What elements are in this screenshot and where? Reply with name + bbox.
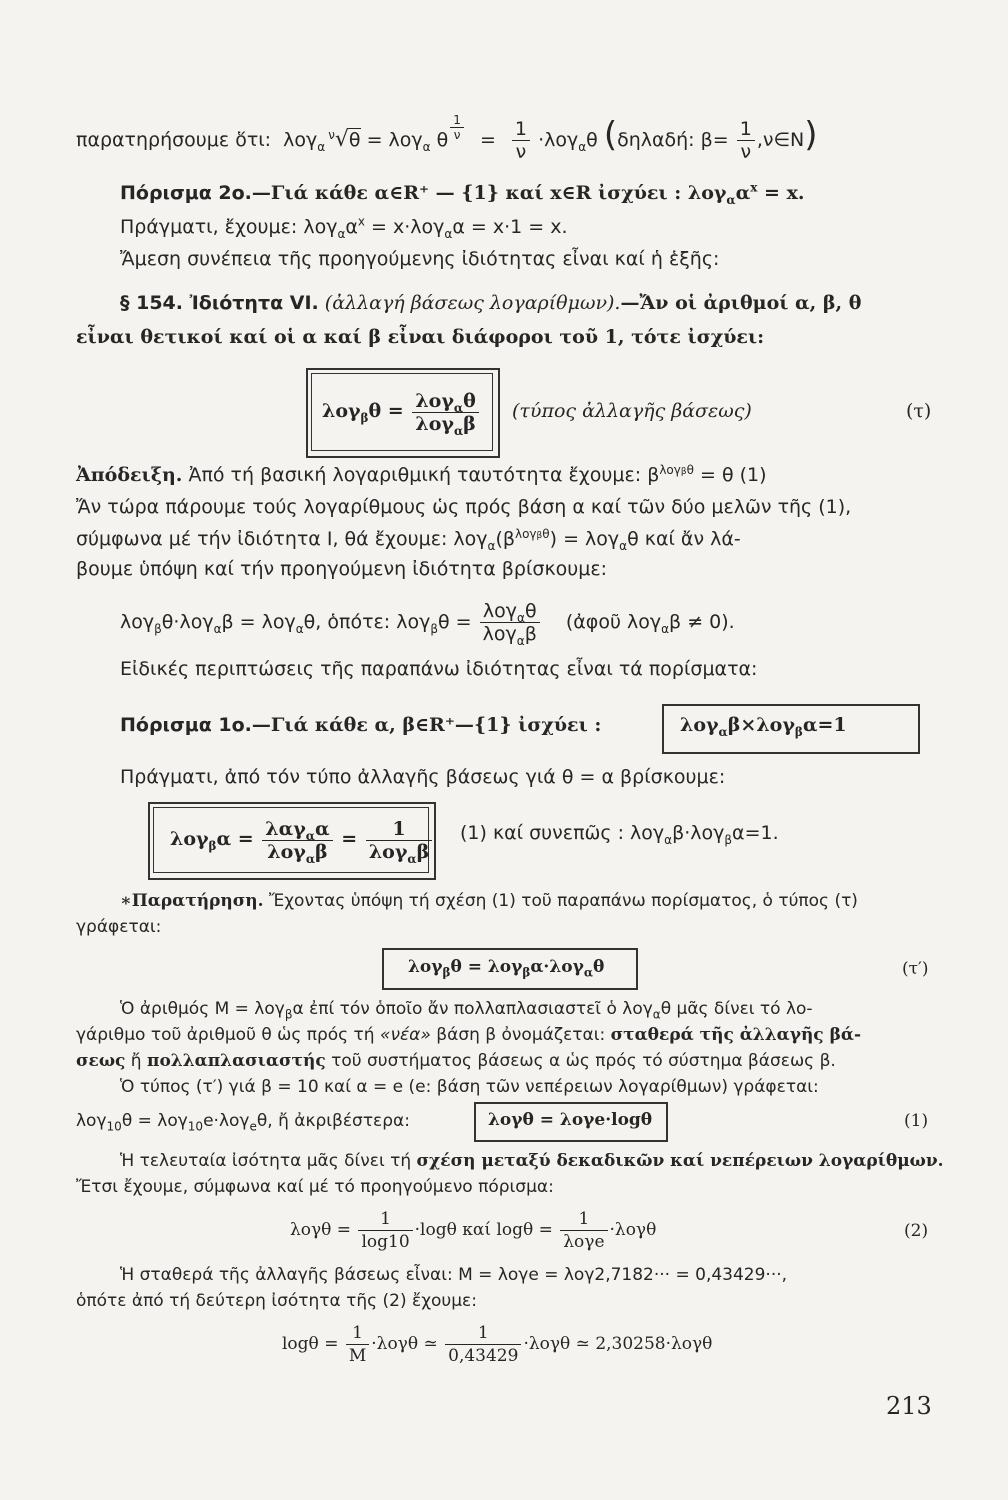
section-154-heading: § 154. Ἰδιότητα VI. (ἀλλαγή βάσεως λογαρίθμων).—Ἄν οἱ ἀριθμοί α, β, θ (120, 292, 862, 314)
section-154-line-2: εἶναι θετικοί καί οἱ α καί β εἶναι διάφοροι τοῦ 1, τότε ἰσχύει: (76, 326, 765, 348)
page-number: 213 (886, 1392, 932, 1420)
constant-line-1: Ἡ σταθερά τῆς ἀλλαγῆς βάσεως εἶναι: Μ = λογe = λογ2,7182··· = 0,43429···, (120, 1265, 788, 1285)
formula-tag-t: (τ) (906, 400, 932, 422)
section-154-title: (ἀλλαγή βάσεως λογαρίθμων). (324, 292, 621, 314)
formula-t-prime: λογ$_\beta$θ = λογ$_\beta$α·λογ$_\alpha$θ (408, 957, 605, 980)
formula-t-prime-special: Ὁ τύπος (τ′) γιά β = 10 καί α = e (e: βάση τῶν νεπέρειων λογαρίθμων) γράφεται: (120, 1077, 819, 1097)
corollary-1-consequence: (1) καί συνεπῶς : λογ$_\alpha$β·λογ$_\beta$α=1. (460, 822, 779, 847)
intro-line: παρατηρήσουμε ὅτι: λογ$_\alpha^\nu$√θ = λογ$_\alpha$ θ $\frac{1}{\nu}$ = $\frac{1}{\nu}$ ·λογ$_\alpha$θ (δηλαδή: β= $\frac{1}{\nu}$ ,ν∈N) (76, 112, 818, 163)
log-relation-formula: λογθ = λογe·logθ (488, 1110, 653, 1130)
formula-2: λογθ = $\frac{1}{\log 10}$ ·logθ καί logθ = $\frac{1}{\text{λογe}}$ ·λογθ (290, 1209, 657, 1252)
corollary-1: Πόρισμα 1ο.—Γιά κάθε α, β∈R⁺—{1} ἰσχύει : (120, 714, 602, 736)
multiplier-line-2: γάριθμο τοῦ ἀριθμοῦ θ ὡς πρός τή «νέα» βάση β ὀνομάζεται: σταθερά τῆς ἀλλαγῆς βά- (76, 1025, 861, 1045)
log10-line: λογ$_{10}$θ = λογ$_{10}$e·λογ$_e$θ, ἤ ἀκριβέστερα: (76, 1111, 410, 1134)
change-of-base-caption: (τύπος ἀλλαγῆς βάσεως) (512, 400, 752, 422)
namely-text: δηλαδή: β= (617, 129, 729, 151)
log-root-expr: λογ$_\alpha^\nu$√θ (283, 127, 361, 154)
remark-line-1: ∗Παρατήρηση. Ἔχοντας ὑπόψη τή σχέση (1) τοῦ παραπάνω πορίσματος, ὁ τύπος (τ) (120, 891, 858, 911)
result-line: λογ$_\beta$θ·λογ$_\alpha$β = λογ$_\alpha$θ, ὁπότε: λογ$_\beta$θ = $\frac{\lambda o\gamma_\alpha\theta}{\lambda o\gamma_\alpha\beta}$ (ἀφοῦ λογ$_\alpha$β ≠ 0). (120, 600, 735, 648)
intro-text: παρατηρήσουμε ὅτι: (76, 129, 272, 151)
proof-line-4: βουμε ὑπόψη καί τήν προηγούμενη ἰδιότητα βρίσκουμε: (76, 558, 608, 580)
corollary-1-derivation: λογ$_\beta$α = $\frac{\lambda\alpha\gamma_\alpha\alpha}{\lambda o\gamma_\alpha\beta}$ = $\frac{1}{\lambda o\gamma_\alpha\beta}$ (170, 806, 434, 872)
remark-line-2: γράφεται: (76, 917, 162, 937)
corollary-2-text: —Γιά κάθε α∈R⁺ — {1} καί x∈R ἰσχύει : $\lambda o\gamma_\alpha\alpha^x = x$. (251, 180, 805, 207)
remark-label: ∗Παρατήρηση. (120, 891, 264, 911)
log-power-expr: = λογ$_\alpha$ θ $\frac{1}{\nu}$ (367, 129, 472, 151)
proof-label: Ἀπόδειξη. (76, 464, 183, 486)
constant-line-2: ὁπότε ἀπό τή δεύτερη ἰσότητα τῆς (2) ἔχουμε: (76, 1291, 477, 1311)
formula-tag-1: (1) (904, 1111, 929, 1131)
corollary-2-label: Πόρισμα 2ο. (120, 182, 252, 204)
section-154-number: § 154. Ἰδιότητα VI. (120, 292, 319, 314)
special-cases-line: Εἰδικές περιπτώσεις τῆς παραπάνω ἰδιότητας εἶναι τά πορίσματα: (120, 658, 758, 680)
indeed-line-2: Πράγματι, ἀπό τόν τύπο ἀλλαγῆς βάσεως γιά θ = α βρίσκουμε: (120, 766, 726, 788)
formula-3: logθ = $\frac{1}{M}$ ·λογθ ≃ $\frac{1}{0,43429}$ ·λογθ ≃ 2,30258·λογθ (282, 1323, 713, 1366)
proof-line-1: Ἀπόδειξη. Ἀπό τή βασική λογαριθμική ταυτότητα ἔχουμε: $\beta^{\lambda o\gamma\beta\theta} = \theta$ (1) (76, 462, 767, 486)
direct-consequence: Ἄμεση συνέπεια τῆς προηγούμενης ἰδιότητας εἶναι καί ἡ ἑξῆς: (120, 248, 720, 270)
formula-tag-t-prime: (τ′) (902, 959, 929, 979)
proof-line-2: Ἄν τώρα πάρουμε τούς λογαρίθμους ὡς πρός βάση α καί τῶν δύο μελῶν τῆς (1), (76, 496, 852, 518)
corollary-1-label: Πόρισμα 1ο. (120, 714, 252, 736)
one-over-nu: $\frac{1}{\nu}$ (512, 118, 530, 163)
multiplier-line-3: σεως ἤ πολλαπλασιαστής τοῦ συστήματος βάσεως α ὡς πρός τό σύστημα βάσεως β. (76, 1051, 836, 1071)
corollary-2 (120, 180, 805, 206)
last-equality-line: Ἡ τελευταία ἰσότητα μᾶς δίνει τή σχέση μεταξύ δεκαδικῶν καί νεπέρειων λογαρίθμων. (120, 1151, 944, 1171)
corollary-1-formula: λογ$_\alpha$β×λογ$_\beta$α=1 (680, 714, 847, 739)
thus-line: Ἔτσι ἔχουμε, σύμφωνα καί μέ τό προηγούμενο πόρισμα: (76, 1177, 554, 1197)
formula-tag-2: (2) (904, 1221, 929, 1241)
multiplier-line-1: Ὁ ἀριθμός Μ = λογ$_\beta$α ἐπί τόν ὁποῖο ἄν πολλαπλασιαστεῖ ὁ λογ$_\alpha$θ μᾶς δίνει τό λο- (120, 999, 813, 1022)
indeed-line-1: Πράγματι, ἔχουμε: $\lambda o\gamma_\alpha\alpha^x = x\cdot\lambda o\gamma_\alpha\alpha = x\cdot 1 = x$. (120, 214, 568, 241)
change-of-base-formula: λογ$_\beta$θ = $\frac{\lambda o\gamma_\alpha\theta}{\lambda o\gamma_\alpha\beta}$ (322, 378, 481, 444)
proof-line-3: σύμφωνα μέ τήν ἰδιότητα Ι, θά ἔχουμε: $\lambda o\gamma_\alpha(\beta^{\lambda o\gamma\beta\theta}) = \lambda o\gamma_\alpha\theta$ καί ἄν λά- (76, 526, 741, 553)
